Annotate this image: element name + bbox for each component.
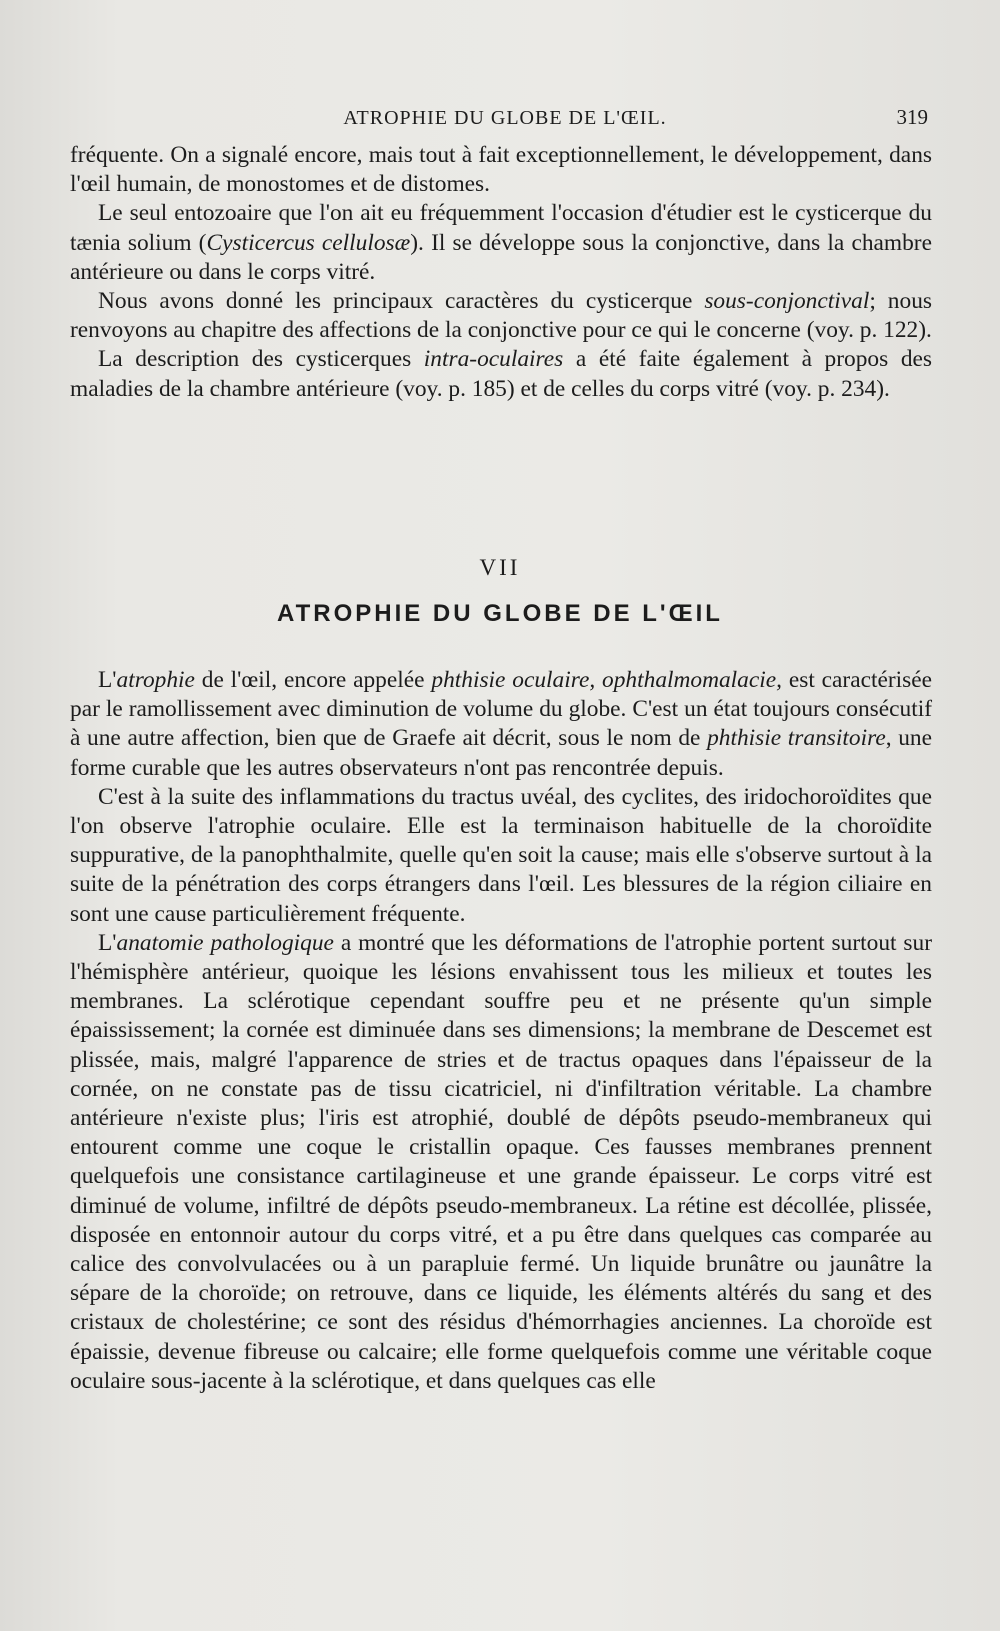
paragraph-text: ). Il se développe sous la conjonctive, dans la chambre antérieure ou dans le corps vitré. <box>70 229 932 285</box>
page-number: 319 <box>896 105 928 129</box>
chapter-title: ATROPHIE DU GLOBE DE L'ŒIL <box>277 600 723 627</box>
paragraph-text: ; nous renvoyons au chapitre des affections de la conjonctive pour ce qui le concerne (voy. p. 122). <box>70 288 932 344</box>
body_paragraphs-paragraph <box>70 783 932 929</box>
top_paragraphs-paragraph <box>70 345 932 403</box>
top_paragraphs-paragraph <box>70 287 932 345</box>
intro-text-block <box>70 141 932 404</box>
paragraph-text: Nous avons donné les principaux caractères du cysticerque <box>98 288 705 315</box>
top_paragraphs-paragraph <box>70 199 932 287</box>
paragraph-text: L' <box>98 929 117 956</box>
paragraph-text: La description des cysticerques <box>98 346 424 373</box>
italic-text: phthisie transitoire <box>707 725 886 752</box>
paragraph-text: L' <box>98 667 117 693</box>
italic-text: Cysticercus cellulosæ <box>206 229 411 256</box>
running-header <box>70 107 940 137</box>
italic-text: atrophie <box>116 667 195 693</box>
running-title: ATROPHIE DU GLOBE DE L'ŒIL. <box>343 107 667 129</box>
italic-text: anatomie pathologique <box>116 929 334 956</box>
body_paragraphs-paragraph <box>70 666 932 783</box>
paragraph-text: est caractérisée par le ramollissement avec diminution de volume du globe. C'est un état toujours consécutif à une autre affection, bien que de Graefe ait décrit, sous le nom de <box>70 667 933 752</box>
top_paragraphs-paragraph <box>70 141 932 199</box>
paragraph-text: fréquente. On a signalé encore, mais tout à fait exceptionnellement, le développement, dans l'œil humain, de monostomes et de distomes. <box>70 142 932 198</box>
italic-text: intra-oculaires <box>423 346 564 373</box>
paragraph-text: Le seul entozoaire que l'on ait eu fréquemment l'occasion d'étudier est le cysticerque du tænia solium ( <box>70 200 932 256</box>
chapter-number: VII <box>479 555 521 580</box>
paragraph-text: C'est à la suite des inflammations du tractus uvéal, des cyclites, des iridochoroïdites que l'on observe l'atrophie oculaire. Elle est la terminaison habituelle de la choroïdite suppurative, de la panophthalmite, quelle qu'en soit la cause; mais elle s'observe surtout à la suite de la pénétration des corps étrangers dans l'œil. Les blessures de la région ciliaire en sont une cause particulièrement fréquente. <box>70 783 932 927</box>
chapter-body-text <box>70 666 932 1396</box>
italic-text: sous-conjonctival <box>704 288 870 315</box>
paragraph-text: a montré que les déformations de l'atrophie portent surtout sur l'hémisphère antérieur, quoique les lésions envahissent tous les milieux et toutes les membranes. La sclérotique cependant souffre peu et ne présente qu'un simple épaississement; la cornée est diminuée dans ses dimensions; la membrane de Descemet est plissée, mais, malgré l'apparence de stries et de tractus opaques dans l'épaisseur de la cornée, on ne constate pas de tissu cicatriciel, ni d'infiltration véritable. La chambre antérieure n'existe plus; l'iris est atrophié, doublé de dépôts pseudo-membraneux qui entourent comme une coque le cristallin opaque. Ces fausses membranes prennent quelquefois une consistance cartilagineuse et une grande épaisseur. Le corps vitré est diminué de volume, infiltré de dépôts pseudo-membraneux. La rétine est décollée, plissée, disposée en entonnoir autour du corps vitré, et a pu être dans quelques cas comparée au calice des convolvulacées ou à un parapluie fermé. Un liquide brunâtre ou jaunâtre la sépare de la choroïde; on retrouve, dans ce liquide, les éléments altérés du sang et des cristaux de cholestérine; ce sont des résidus d'hémorrhagies anciennes. La choroïde est épaissie, devenue fibreuse ou calcaire; elle forme quelquefois comme une véritable coque oculaire sous-jacente à la sclérotique, et dans quelques cas elle <box>70 929 933 1394</box>
paragraph-text: de l'œil, encore appelée <box>194 667 432 693</box>
paragraph-text: , une forme curable que les autres observateurs n'ont pas rencontrée depuis. <box>70 725 933 781</box>
paragraph-text: a été faite également à propos des maladies de la chambre antérieure (voy. p. 185) et de celles du corps vitré (voy. p. 234). <box>70 346 932 402</box>
body_paragraphs-paragraph <box>70 929 932 1396</box>
italic-text: phthisie oculaire, ophthalmomalacie, <box>431 667 782 693</box>
